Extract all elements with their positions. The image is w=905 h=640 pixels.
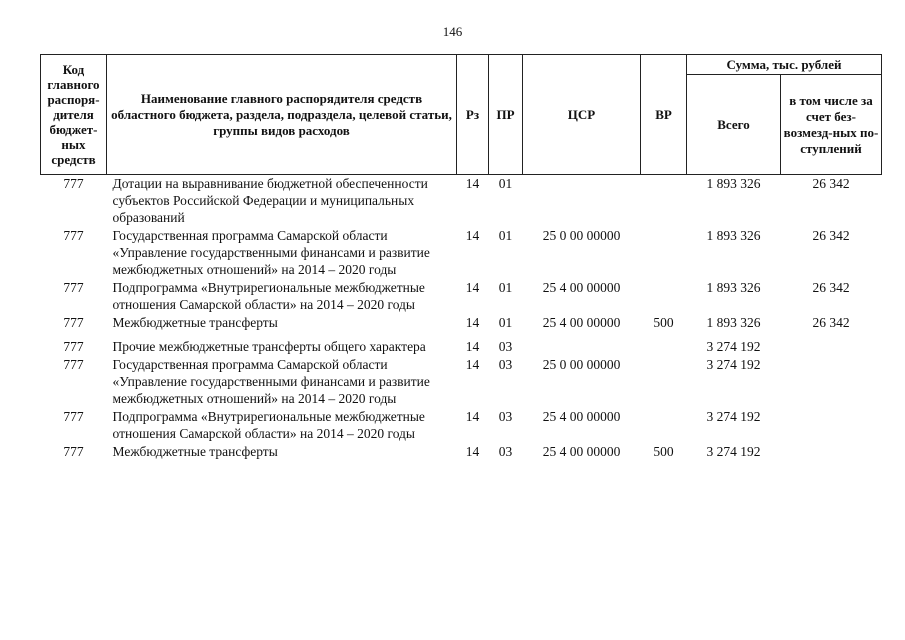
cell-vr: [641, 332, 687, 356]
cell-name: Государственная программа Самарской области «Управление государственными финансами и развитие межбюджетных отношений» на 2014 – 2020 годы: [112, 357, 430, 406]
table-row: [41, 332, 882, 356]
cell-rz: 14: [465, 409, 480, 424]
cell-grant: [781, 408, 882, 443]
cell-pr: 01: [498, 228, 513, 243]
cell-rz: 14: [465, 315, 480, 330]
header-pr: ПР: [489, 55, 523, 175]
page-number: 146: [442, 24, 463, 39]
cell-name: Прочие межбюджетные трансферты общего характера: [112, 339, 426, 354]
table-row: [41, 227, 882, 279]
cell-rz: 14: [465, 176, 480, 191]
table-row: [41, 356, 882, 408]
cell-code: 777: [63, 228, 84, 243]
cell-total: 3 274 192: [706, 409, 761, 424]
header-rz: Рз: [457, 55, 489, 175]
cell-pr: 01: [498, 280, 513, 295]
header-sum: Сумма, тыс. рублей: [687, 55, 882, 75]
budget-table: [40, 54, 882, 461]
cell-pr: 03: [498, 357, 513, 372]
cell-csr: 25 4 00 00000: [542, 280, 621, 295]
header-name: Наименование главного распорядителя средств областного бюджета, раздела, подраздела, целевой статьи, группы видов расходов: [107, 55, 457, 175]
cell-total: 1 893 326: [706, 315, 761, 330]
table-row: [41, 408, 882, 443]
cell-csr: [523, 332, 641, 356]
cell-grant: 26 342: [812, 176, 850, 191]
header-vr: ВР: [641, 55, 687, 175]
cell-pr: 01: [498, 315, 513, 330]
cell-rz: 14: [465, 280, 480, 295]
cell-grant: [781, 332, 882, 356]
table-body: [41, 175, 882, 462]
table-row: [41, 175, 882, 228]
cell-grant: 26 342: [812, 280, 850, 295]
cell-pr: 03: [498, 409, 513, 424]
cell-grant: [781, 356, 882, 408]
cell-rz: 14: [465, 444, 480, 459]
cell-vr: [641, 175, 687, 228]
cell-vr: 500: [653, 444, 674, 459]
cell-code: 777: [63, 357, 84, 372]
cell-name: Государственная программа Самарской области «Управление государственными финансами и развитие межбюджетных отношений» на 2014 – 2020 годы: [112, 228, 430, 277]
cell-code: 777: [63, 176, 84, 191]
cell-total: 3 274 192: [706, 444, 761, 459]
cell-rz: 14: [465, 228, 480, 243]
cell-grant: 26 342: [812, 228, 850, 243]
cell-name: Подпрограмма «Внутрирегиональные межбюджетные отношения Самарской области» на 2014 – 2020 годы: [112, 280, 425, 312]
header-code: Код главного распоря-дителя бюджет-ных средств: [41, 55, 107, 175]
header-csr: ЦСР: [523, 55, 641, 175]
cell-code: 777: [63, 409, 84, 424]
cell-csr: [523, 175, 641, 228]
cell-csr: 25 4 00 00000: [542, 315, 621, 330]
cell-rz: 14: [465, 357, 480, 372]
cell-total: 3 274 192: [706, 339, 761, 354]
table-row: [41, 279, 882, 314]
cell-csr: 25 0 00 00000: [542, 228, 621, 243]
cell-rz: 14: [465, 339, 480, 354]
cell-total: 1 893 326: [706, 280, 761, 295]
cell-name: Межбюджетные трансферты: [112, 315, 278, 330]
cell-vr: [641, 408, 687, 443]
header-grant: в том числе за счет без-возмезд-ных по-ступлений: [781, 75, 882, 175]
cell-grant: [781, 443, 882, 461]
cell-csr: 25 0 00 00000: [542, 357, 621, 372]
cell-name: Дотации на выравнивание бюджетной обеспеченности субъектов Российской Федерации и муниципальных образований: [112, 176, 428, 225]
cell-name: Подпрограмма «Внутрирегиональные межбюджетные отношения Самарской области» на 2014 – 2020 годы: [112, 409, 425, 441]
cell-code: 777: [63, 444, 84, 459]
cell-pr: 01: [498, 176, 513, 191]
cell-csr: 25 4 00 00000: [542, 444, 621, 459]
header-total: Всего: [687, 75, 781, 175]
table-row: [41, 314, 882, 332]
cell-csr: 25 4 00 00000: [542, 409, 621, 424]
cell-total: 1 893 326: [706, 228, 761, 243]
table-row: [41, 443, 882, 461]
cell-total: 1 893 326: [706, 176, 761, 191]
cell-code: 777: [63, 315, 84, 330]
cell-grant: 26 342: [812, 315, 850, 330]
cell-code: 777: [63, 339, 84, 354]
cell-name: Межбюджетные трансферты: [112, 444, 278, 459]
cell-vr: [641, 227, 687, 279]
cell-vr: [641, 279, 687, 314]
cell-pr: 03: [498, 444, 513, 459]
cell-vr: 500: [653, 315, 674, 330]
cell-pr: 03: [498, 339, 513, 354]
cell-total: 3 274 192: [706, 357, 761, 372]
cell-vr: [641, 356, 687, 408]
cell-code: 777: [63, 280, 84, 295]
